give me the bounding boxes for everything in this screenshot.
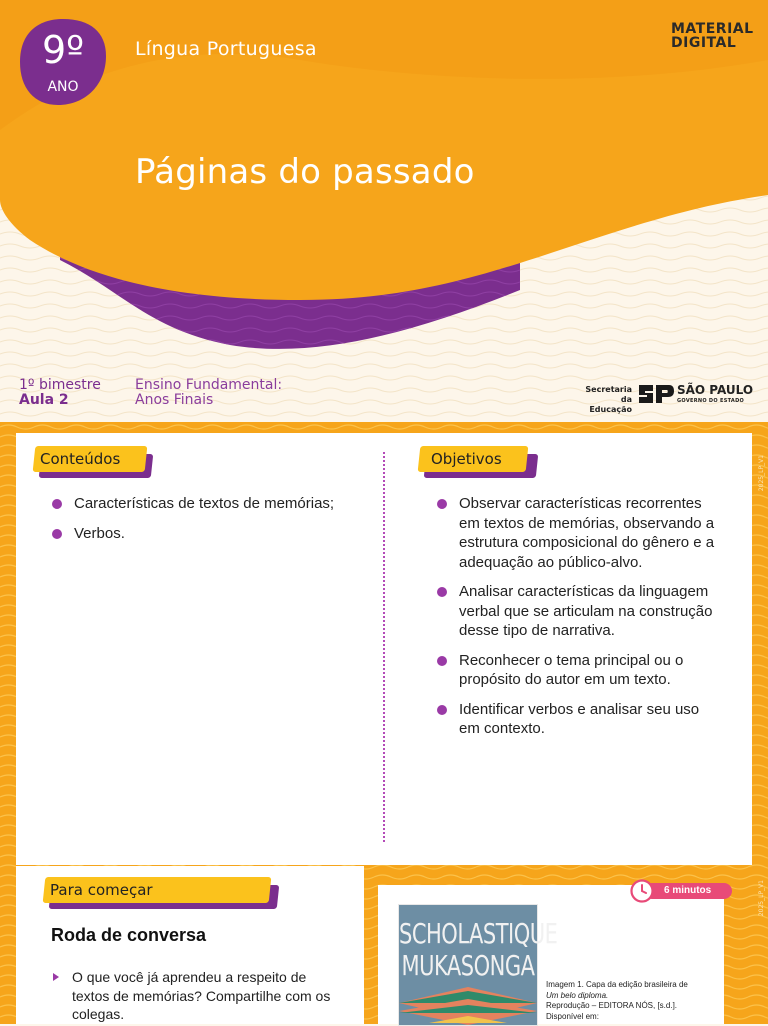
level-line-2: Anos Finais (135, 392, 214, 408)
bimester-label: 1º bimestre (19, 377, 101, 393)
lesson-title: Páginas do passado (135, 152, 475, 192)
subject-title: Língua Portuguesa (135, 38, 317, 60)
objetivos-item: Reconhecer o tema principal ou o propósito do autor em um texto. (437, 651, 722, 690)
education-level (135, 378, 282, 408)
roda-heading: Roda de conversa (51, 925, 207, 945)
conteudos-item: Características de textos de memórias; (52, 494, 342, 514)
column-divider (383, 452, 385, 842)
secretaria-label: Secretaria da Educação (585, 385, 632, 414)
timer-text: 6 minutos (664, 885, 712, 896)
book-cover-pattern (399, 983, 537, 1025)
hero-banner (0, 0, 768, 420)
book-title-line-1: SCHOLASTIQUE (399, 918, 558, 950)
grade-label: ANO (47, 79, 79, 95)
book-cover-image (398, 904, 558, 1026)
conteudos-item: Verbos. (52, 524, 342, 544)
book-title-line-2: MUKASONGA (401, 950, 535, 982)
conteudos-label: Conteúdos (40, 450, 121, 468)
objetivos-label: Objetivos (431, 450, 502, 468)
logo-line-2: DIGITAL (671, 35, 737, 51)
state-name: SÃO PAULO (677, 383, 754, 397)
conteudos-list (52, 494, 342, 553)
objetivos-item: Observar características recorrentes em textos de memórias, observando a estrutura composicional do gênero e a adequação ao público-alvo. (437, 494, 722, 572)
level-line-1: Ensino Fundamental: (135, 377, 283, 393)
logo-line-1: MATERIAL (671, 21, 754, 37)
image-caption: Imagem 1. Capa da edição brasileira de Um belo diploma. Reprodução – EDITORA NÓS, [s.d.]. Disponível em: (546, 980, 688, 1021)
material-digital-logo (671, 22, 754, 50)
para-comecar-list (51, 968, 341, 1024)
para-comecar-label: Para começar (50, 881, 153, 899)
para-comecar-item: O que você já aprendeu a respeito de textos de memórias? Compartilhe com os colegas. (51, 968, 341, 1024)
objetivos-list (437, 494, 722, 749)
objetivos-item: Analisar características da linguagem verbal que se articulam na construção desse tipo de narrativa. (437, 582, 722, 641)
side-code-bottom: 2025_LP_V1 (758, 880, 765, 917)
bimester-info (19, 378, 101, 408)
clock-icon (630, 879, 654, 903)
objetivos-item: Identificar verbos e analisar seu uso em contexto. (437, 700, 722, 739)
side-code-top: 2025_LP_V1 (758, 455, 765, 492)
sp-logo-icon (637, 383, 675, 405)
grade-number: 9º (41, 28, 85, 72)
lesson-number: Aula 2 (19, 392, 69, 408)
timer-pill (644, 883, 732, 899)
state-subtitle: GOVERNO DO ESTADO (677, 398, 745, 404)
